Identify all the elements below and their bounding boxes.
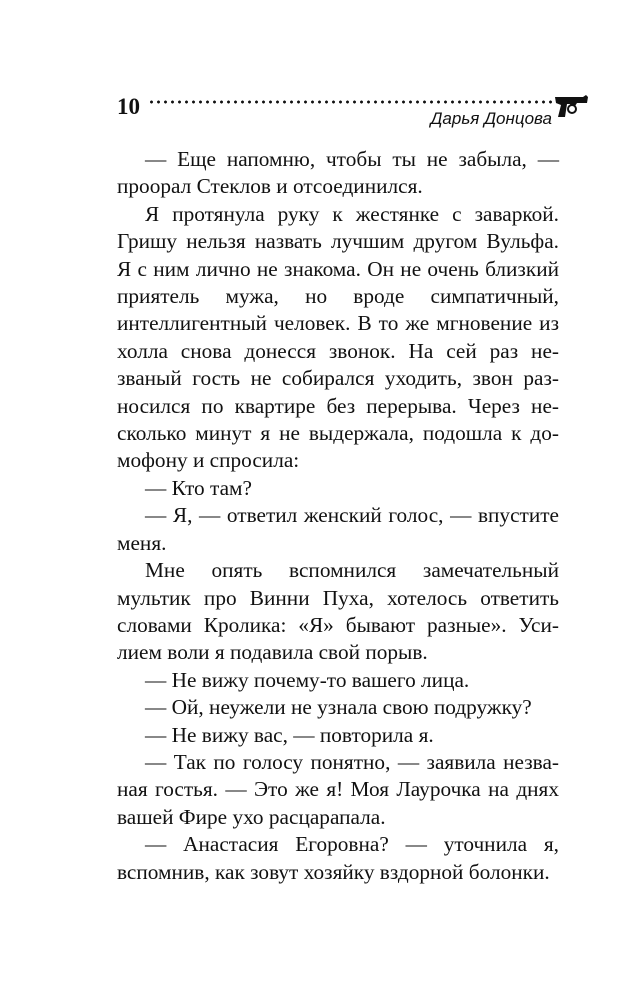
paragraph: — Ой, неужели не узнала свою подружку? — [145, 695, 532, 720]
paragraph: — Кто там? — [145, 475, 252, 500]
paragraph: — Так по голосу понятно, — заявила незваная гостья. — Это же я! Моя Лаурочка на днях вашей Фире ухо расцарапала. — [117, 749, 559, 829]
paragraph: — Не вижу вас, — повторила я. — [145, 722, 434, 747]
author-name: Дарья Донцова — [430, 109, 552, 128]
paragraph: — Еще напомню, чтобы ты не забыла, — проорал Стеклов и отсоединился. — [117, 147, 559, 199]
paragraph: — Не вижу почему-то вашего лица. — [145, 667, 470, 692]
page-header — [0, 0, 640, 140]
paragraph: Я протянула руку к жестянке с заваркой. Гришу нельзя назвать лучшим другом Вульфа. Я с ним лично не знакома. Он не очень близкий приятель мужа, но вроде симпатичный, интеллигентный человек. В то же мгновение из холла снова донесся звонок. На сей раз незваный гость не собирался уходить, звон разносился по квартире без перерыва. Через несколько минут я не выдержала, подошла к домофону и спросила: — [117, 201, 559, 473]
paragraph: — Я, — ответил женский голос, — впустите меня. — [117, 503, 559, 555]
revolver-icon — [553, 92, 589, 120]
paragraph: — Анастасия Егоровна? — уточнила я, вспомнив, как зовут хозяйку вздорной болонки. — [117, 832, 559, 884]
paragraph: Мне опять вспомнился замечательный мультик про Винни Пуха, хотелось ответить словами Кролика: «Я» бывают разные». Усилием воли я подавила свой порыв. — [117, 558, 559, 665]
page-number: 10 — [117, 94, 140, 119]
dotted-rule — [148, 100, 558, 104]
page-body — [117, 146, 559, 886]
